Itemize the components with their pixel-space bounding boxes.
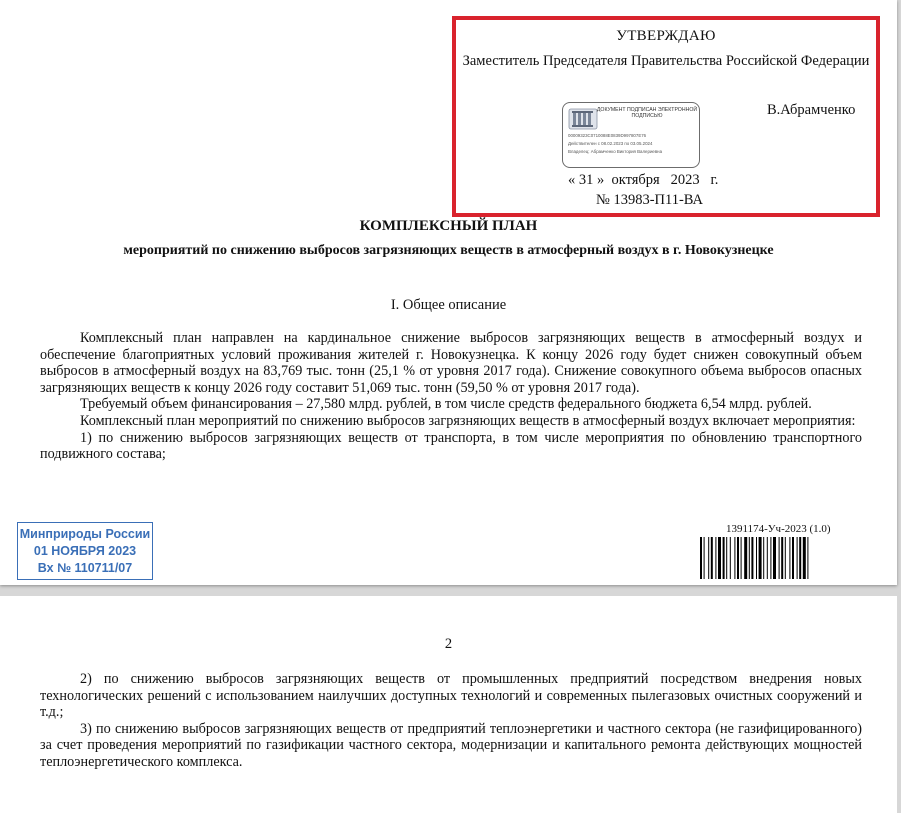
barcode-bar xyxy=(730,537,731,579)
document-body-page-2 xyxy=(40,671,862,771)
approval-date: « 31 » октября 2023 г. xyxy=(568,172,719,188)
barcode-bar xyxy=(759,537,762,579)
barcode-bar xyxy=(718,537,721,579)
barcode-bar xyxy=(741,537,742,579)
barcode-bar xyxy=(792,537,794,579)
approver-name: В.Абрамченко xyxy=(767,102,856,118)
approval-title: УТВЕРЖДАЮ xyxy=(616,28,716,44)
barcode-bar xyxy=(781,537,783,579)
barcode xyxy=(700,537,862,579)
barcode-bar xyxy=(789,537,790,579)
esig-validity: Действителен с 08.02.2023 по 03.05.2024 xyxy=(568,141,653,146)
barcode-bar xyxy=(704,537,705,579)
paragraph: Комплексный план направлен на кардинальное снижение выбросов загрязняющих веществ в атмосферный воздух и обеспечение благоприятных условий проживания жителей г. Новокузнецка. К концу 2026 году будет снижен совокупный объем выбросов в атмосферный воздух на 83,769 тыс. тонн (25,1 % от уровня 2017 года). Снижение совокупного объема выбросов опасных загрязняющих веществ к концу 2026 году составит 51,069 тыс. тонн (59,50 % от уровня 2017 года). xyxy=(40,330,862,396)
barcode-bar xyxy=(715,537,716,579)
paragraph: 1) по снижению выбросов загрязняющих веществ от транспорта, в том числе мероприятия по обновлению транспортного подвижного состава; xyxy=(40,429,862,463)
paragraph: Требуемый объем финансирования – 27,580 млрд. рублей, в том числе средств федерального бюджета 6,54 млрд. рублей. xyxy=(80,396,812,413)
section-heading: I. Общее описание xyxy=(390,297,507,313)
barcode-bar xyxy=(767,537,768,579)
esig-header: ДОКУМЕНТ ПОДПИСАН ЭЛЕКТРОННОЙ ПОДПИСЬЮ xyxy=(596,107,698,120)
barcode-bar xyxy=(770,537,771,579)
barcode-bar xyxy=(756,537,757,579)
barcode-bar xyxy=(749,537,750,579)
document-title: КОМПЛЕКСНЫЙ ПЛАН xyxy=(359,218,538,234)
stamp-incoming-number: Вх № 110711/07 xyxy=(37,561,133,575)
approval-block xyxy=(452,16,880,217)
document-body xyxy=(40,330,862,463)
barcode-bar xyxy=(763,537,764,579)
barcode-label: 1391174-Уч-2023 (1.0) xyxy=(726,523,831,535)
esig-owner: Владелец: Абрамченко Виктория Валериевна xyxy=(568,149,663,154)
document-subtitle: мероприятий по снижению выбросов загрязняющих веществ в атмосферный воздух в г. Новокузнецке xyxy=(123,243,774,258)
barcode-bar xyxy=(779,537,780,579)
paragraph: 2) по снижению выбросов загрязняющих веществ от промышленных предприятий посредством внедрения новых технологических решений с использованием наилучших доступных технологий и современных пылегазовых очистных сооружений и т.д.; xyxy=(40,671,862,721)
barcode-bar xyxy=(773,537,776,579)
barcode-bar xyxy=(744,537,747,579)
barcode-bar xyxy=(797,537,798,579)
barcode-bar xyxy=(803,537,806,579)
page-number: 2 xyxy=(444,636,453,652)
barcode-bar xyxy=(723,537,725,579)
barcode-bar xyxy=(734,537,735,579)
approver-position: Заместитель Председателя Правительства Российской Федерации xyxy=(462,53,870,69)
paragraph: 3) по снижению выбросов загрязняющих веществ от предприятий теплоэнергетики и частного сектора (не газифицированного) за счет проведения мероприятий по газификации частного сектора, модернизации и капитального ремонта действующих мощностей теплоэнергетического комплекса. xyxy=(40,720,862,770)
paragraph: Комплексный план мероприятий по снижению выбросов загрязняющих веществ в атмосферный воздух включает мероприятия: xyxy=(80,412,856,429)
stamp-organization: Минприроды России xyxy=(19,527,151,541)
barcode-bar xyxy=(799,537,801,579)
incoming-registration-stamp xyxy=(17,522,153,580)
barcode-bar xyxy=(700,537,702,579)
document-page-2 xyxy=(0,596,897,813)
barcode-bar xyxy=(785,537,786,579)
coat-of-arms-icon xyxy=(568,108,598,130)
stamp-date: 01 НОЯБРЯ 2023 xyxy=(33,544,137,558)
barcode-bar xyxy=(708,537,709,579)
barcode-bar xyxy=(726,537,727,579)
approval-number: № 13983-П11-ВА xyxy=(596,192,704,208)
electronic-signature-stamp xyxy=(562,102,700,168)
barcode-bar xyxy=(807,537,808,579)
barcode-bar xyxy=(711,537,713,579)
esig-serial: 00009323C0710088E0839D997807E76 xyxy=(568,133,647,138)
barcode-bar xyxy=(751,537,753,579)
barcode-bar xyxy=(737,537,739,579)
